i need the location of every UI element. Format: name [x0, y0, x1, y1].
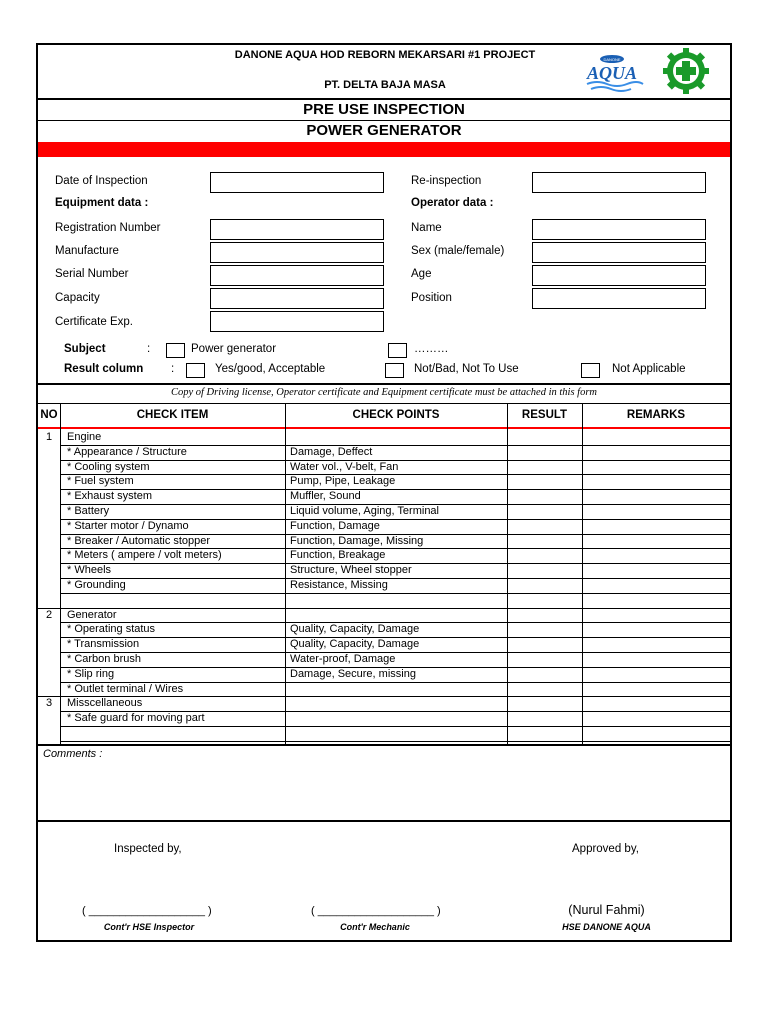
check-item: * Outlet terminal / Wires: [67, 682, 184, 695]
check-point: Resistance, Missing: [290, 579, 388, 591]
remarks-cell[interactable]: [583, 534, 729, 549]
result-cell[interactable]: [508, 696, 581, 711]
check-item: * Slip ring: [67, 667, 115, 680]
position-field[interactable]: [532, 288, 706, 309]
col-header-points: CHECK POINTS: [352, 409, 440, 421]
inspected-by-label: Inspected by,: [114, 843, 182, 855]
check-point: Liquid volume, Aging, Terminal: [290, 505, 439, 517]
check-point: Function, Breakage: [290, 549, 386, 562]
check-point: Quality, Capacity, Damage: [290, 638, 420, 651]
result-cell[interactable]: [508, 474, 581, 489]
result-checkbox-good[interactable]: [186, 363, 205, 378]
form-subtitle: POWER GENERATOR: [306, 122, 462, 139]
serial-field[interactable]: [210, 265, 384, 286]
registration-field[interactable]: [210, 219, 384, 240]
manufacture-label: Manufacture: [55, 245, 119, 257]
subject-label: Subject: [64, 343, 106, 355]
result-cell[interactable]: [508, 504, 581, 519]
remarks-cell[interactable]: [583, 519, 729, 534]
result-checkbox-bad[interactable]: [385, 363, 404, 378]
safety-cross-icon: [660, 48, 712, 94]
subject-option-generator: Power generator: [191, 343, 277, 355]
result-column-label: Result column: [64, 363, 144, 375]
comments-label: Comments :: [43, 748, 103, 760]
result-cell[interactable]: [508, 667, 581, 682]
check-point: Damage, Secure, missing: [290, 667, 416, 680]
remarks-cell[interactable]: [583, 667, 729, 682]
age-field[interactable]: [532, 265, 706, 286]
attachment-note: Copy of Driving license, Operator certificate and Equipment certificate must be attached in this form: [170, 387, 598, 398]
result-cell[interactable]: [508, 711, 581, 726]
result-cell[interactable]: [508, 608, 581, 623]
row-number: 1: [45, 431, 53, 443]
check-item: * Carbon brush: [67, 653, 141, 665]
aqua-logo: [577, 52, 647, 94]
check-item: * Starter motor / Dynamo: [67, 519, 189, 532]
certificate-label: Certificate Exp.: [55, 316, 133, 328]
remarks-cell[interactable]: [583, 696, 729, 711]
col-header-item: CHECK ITEM: [136, 409, 209, 421]
red-divider-bar: [38, 142, 730, 157]
sex-label: Sex (male/female): [411, 245, 505, 257]
check-item: * Battery: [67, 505, 110, 517]
mechanic-signature-line: ( ___________________ ): [311, 905, 441, 917]
result-cell[interactable]: [508, 563, 581, 578]
check-point: Function, Damage, Missing: [290, 534, 424, 547]
position-label: Position: [411, 292, 452, 304]
manufacture-field[interactable]: [210, 242, 384, 263]
remarks-cell[interactable]: [583, 608, 729, 623]
name-field[interactable]: [532, 219, 706, 240]
serial-label: Serial Number: [55, 268, 129, 280]
remarks-cell[interactable]: [583, 711, 729, 726]
remarks-cell[interactable]: [583, 474, 729, 489]
check-item: * Transmission: [67, 638, 140, 651]
table-header-red-rule: [38, 427, 730, 429]
result-checkbox-na[interactable]: [581, 363, 600, 378]
col-header-remarks: REMARKS: [626, 409, 686, 421]
remarks-cell[interactable]: [583, 548, 729, 563]
check-point: Water vol., V-belt, Fan: [290, 460, 399, 473]
remarks-cell[interactable]: [583, 489, 729, 504]
remarks-cell[interactable]: [583, 578, 729, 593]
role-hse-inspector: Cont'r HSE Inspector: [103, 922, 195, 932]
check-point: Water-proof, Damage: [290, 653, 396, 665]
check-item: * Fuel system: [67, 475, 134, 488]
result-cell[interactable]: [508, 519, 581, 534]
result-cell[interactable]: [508, 593, 581, 608]
operator-heading: Operator data :: [411, 197, 494, 209]
result-cell[interactable]: [508, 534, 581, 549]
remarks-cell[interactable]: [583, 460, 729, 475]
result-cell[interactable]: [508, 489, 581, 504]
check-item: * Wheels: [67, 564, 112, 577]
result-option-na: Not Applicable: [612, 363, 686, 375]
logo-text: AQUA: [586, 63, 638, 83]
check-point: Function, Damage: [290, 519, 380, 532]
check-point: Structure, Wheel stopper: [290, 564, 412, 577]
section-divider: [38, 608, 60, 609]
result-cell[interactable]: [508, 445, 581, 460]
remarks-cell[interactable]: [583, 637, 729, 652]
result-option-bad: Not/Bad, Not To Use: [414, 363, 519, 375]
result-cell[interactable]: [508, 652, 581, 667]
date-label: Date of Inspection: [55, 175, 148, 187]
capacity-field[interactable]: [210, 288, 384, 309]
sex-field[interactable]: [532, 242, 706, 263]
subject-option-other: ………: [414, 343, 449, 355]
check-item: * Safe guard for moving part: [67, 712, 205, 725]
row-number: 2: [45, 608, 53, 621]
check-item: Generator: [67, 608, 117, 621]
check-point: Quality, Capacity, Damage: [290, 623, 420, 636]
subject-checkbox-generator[interactable]: [166, 343, 185, 358]
check-item: * Meters ( ampere / volt meters): [67, 549, 222, 562]
reinspection-label: Re-inspection: [411, 175, 482, 187]
company-name: PT. DELTA BAJA MASA: [324, 79, 446, 91]
check-item: * Breaker / Automatic stopper: [67, 534, 211, 547]
section-divider: [38, 696, 60, 697]
check-item: * Operating status: [67, 623, 156, 636]
check-item: * Appearance / Structure: [67, 445, 187, 458]
role-hse-danone: HSE DANONE AQUA: [562, 922, 651, 932]
equipment-heading: Equipment data :: [55, 197, 149, 209]
remarks-cell[interactable]: [583, 652, 729, 667]
remarks-cell[interactable]: [583, 593, 729, 608]
row-divider: [60, 741, 730, 742]
result-cell[interactable]: [508, 430, 581, 445]
result-cell[interactable]: [508, 460, 581, 475]
check-item: * Cooling system: [67, 460, 150, 473]
check-point: Pump, Pipe, Leakage: [290, 475, 396, 488]
age-label: Age: [411, 268, 432, 280]
approved-by-label: Approved by,: [572, 843, 639, 855]
date-field[interactable]: [210, 172, 384, 193]
remarks-cell[interactable]: [583, 504, 729, 519]
subject-checkbox-other[interactable]: [388, 343, 407, 358]
result-cell[interactable]: [508, 622, 581, 637]
check-item: * Exhaust system: [67, 490, 152, 503]
form-title: PRE USE INSPECTION: [303, 101, 465, 118]
result-cell[interactable]: [508, 578, 581, 593]
result-colon: :: [171, 363, 175, 375]
result-cell[interactable]: [508, 637, 581, 652]
comments-area[interactable]: [40, 762, 728, 818]
remarks-cell[interactable]: [583, 563, 729, 578]
name-label: Name: [411, 222, 442, 234]
check-point: Muffler, Sound: [290, 490, 361, 503]
col-header-result: RESULT: [521, 409, 568, 421]
result-cell[interactable]: [508, 682, 581, 697]
col-header-no: NO: [40, 409, 58, 421]
capacity-label: Capacity: [55, 292, 100, 304]
approver-name: (Nurul Fahmi): [568, 903, 645, 917]
remarks-cell[interactable]: [583, 622, 729, 637]
remarks-cell[interactable]: [583, 430, 729, 445]
inspector-signature-line: ( ___________________ ): [82, 905, 212, 917]
certificate-field[interactable]: [210, 311, 384, 332]
reinspection-field[interactable]: [532, 172, 706, 193]
result-cell[interactable]: [508, 548, 581, 563]
check-item: Misscellaneous: [67, 697, 143, 710]
subject-colon: :: [147, 343, 151, 355]
role-mechanic: Cont'r Mechanic: [340, 922, 410, 932]
row-number: 3: [45, 697, 53, 710]
remarks-cell[interactable]: [583, 682, 729, 697]
logo-brand-text: DANONE: [603, 57, 621, 62]
registration-label: Registration Number: [55, 222, 161, 234]
remarks-cell[interactable]: [583, 726, 729, 741]
result-option-good: Yes/good, Acceptable: [215, 363, 326, 375]
check-item: * Grounding: [67, 579, 126, 591]
check-item: Engine: [67, 431, 102, 443]
check-point: Damage, Deffect: [290, 445, 373, 458]
project-title: DANONE AQUA HOD REBORN MEKARSARI #1 PROJECT: [234, 49, 536, 61]
remarks-cell[interactable]: [583, 445, 729, 460]
result-cell[interactable]: [508, 726, 581, 741]
